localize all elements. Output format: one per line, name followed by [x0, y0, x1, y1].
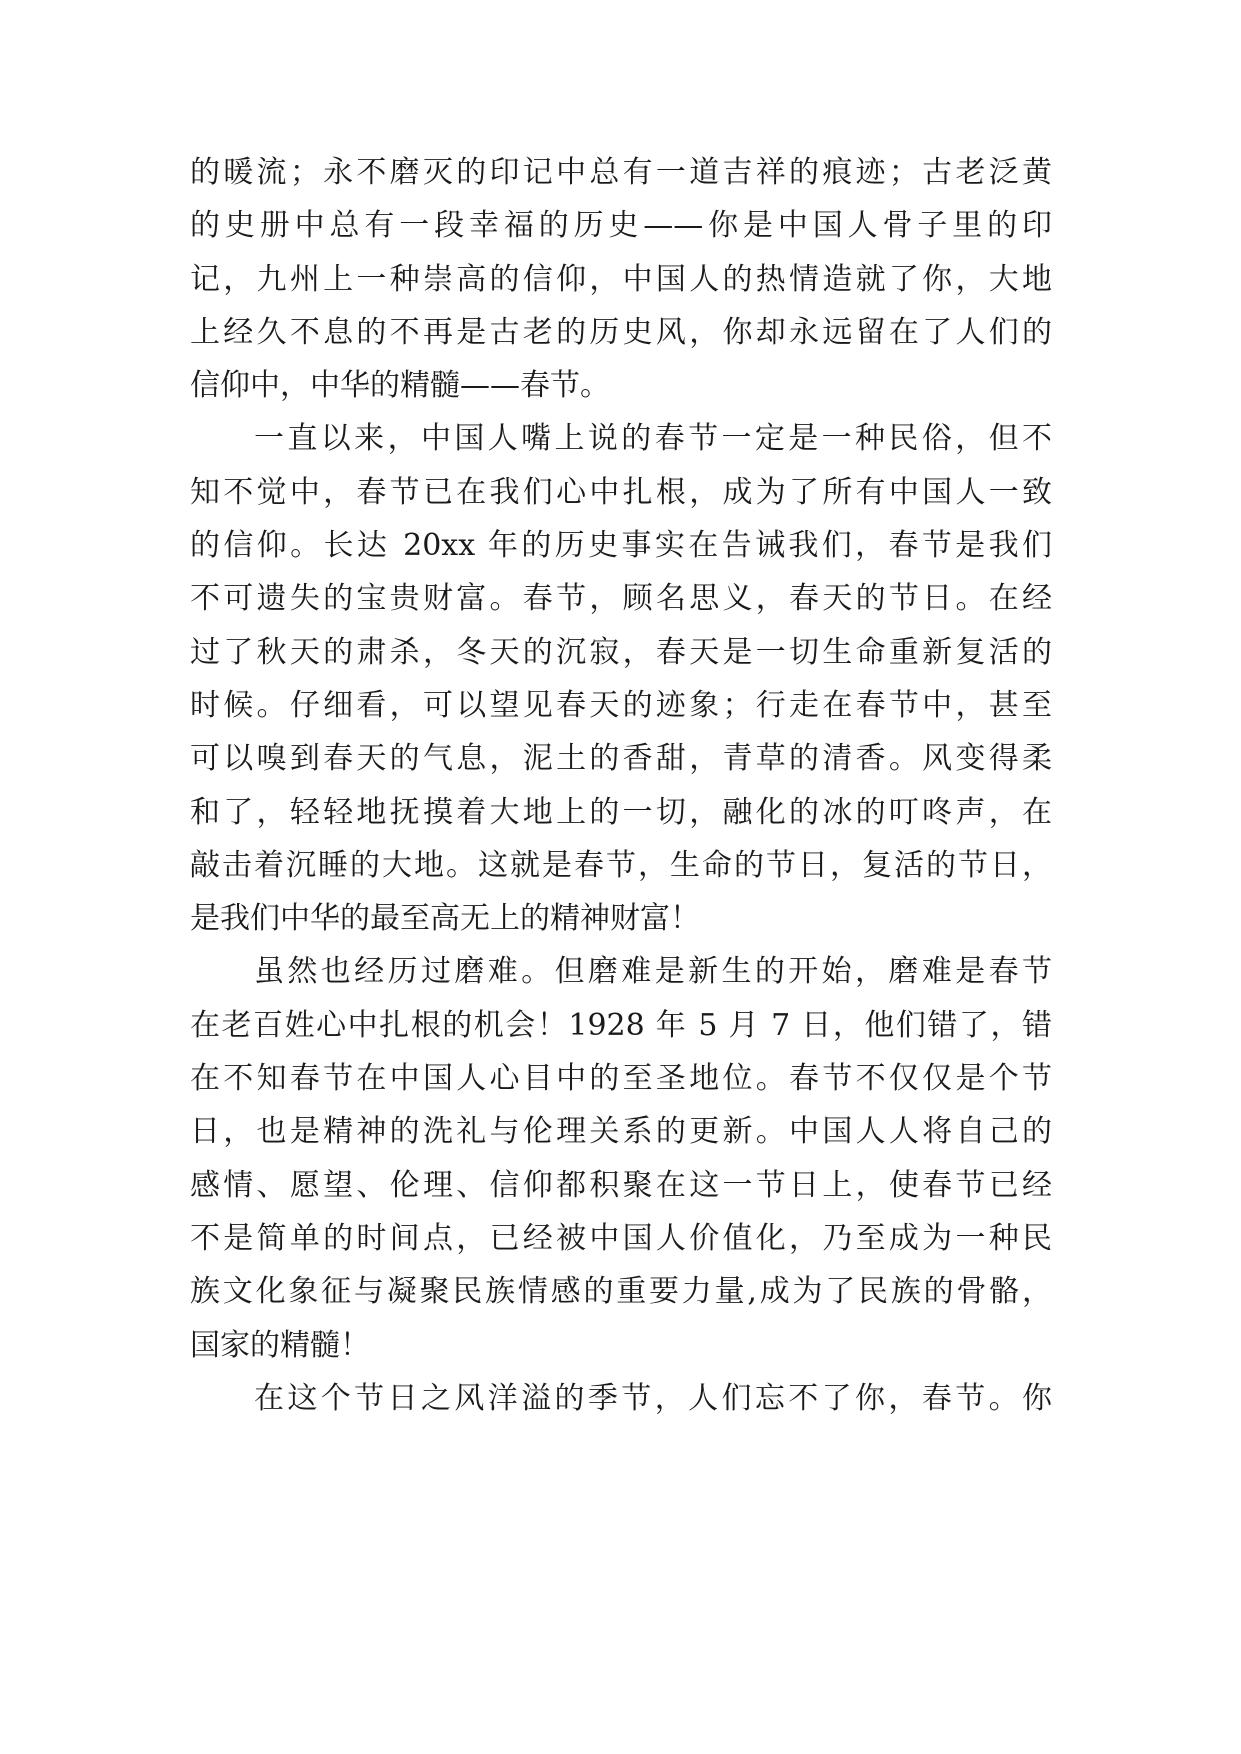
text-line: 不是简单的时间点，已经被中国人价值化，乃至成为一种民: [190, 1220, 1052, 1256]
text-line: 虽然也经历过磨难。但磨难是新生的开始，磨难是春节: [254, 954, 1052, 990]
text-line: 感情、愿望、伦理、信仰都积聚在这一节日上，使春节已经: [190, 1167, 1052, 1203]
text-line: 日，也是精神的洗礼与伦理关系的更新。中国人人将自己的: [190, 1114, 1052, 1150]
text-line: 上经久不息的不再是古老的历史风，你却永远留在了人们的: [190, 314, 1052, 350]
text-line: 在这个节日之风洋溢的季节，人们忘不了你，春节。你: [254, 1380, 1052, 1416]
text-line: 时候。仔细看，可以望见春天的迹象；行走在春节中，甚至: [190, 687, 1052, 723]
text-line: 是我们中华的最至高无上的精神财富！: [190, 901, 700, 937]
text-line: 和了，轻轻地抚摸着大地上的一切，融化的冰的叮咚声，在: [190, 794, 1052, 830]
text-line: 族文化象征与凝聚民族情感的重要力量,成为了民族的骨骼，: [190, 1274, 1052, 1310]
text-line: 的暖流；永不磨灭的印记中总有一道吉祥的痕迹；古老泛黄: [190, 155, 1052, 190]
text-line: 可以嗅到春天的气息，泥土的香甜，青草的清香。风变得柔: [190, 741, 1052, 777]
text-line: 的史册中总有一段幸福的历史——你是中国人骨子里的印: [190, 208, 1052, 244]
body-text: [190, 146, 1052, 1425]
text-line: 的信仰。长达 20xx 年的历史事实在告诫我们，春节是我们: [190, 528, 1052, 564]
text-line: 不可遗失的宝贵财富。春节，顾名思义，春天的节日。在经: [190, 581, 1052, 617]
text-line: 在老百姓心中扎根的机会！1928 年 5 月 7 日，他们错了，错: [190, 1007, 1052, 1043]
text-line: 敲击着沉睡的大地。这就是春节，生命的节日，复活的节日，: [190, 847, 1052, 883]
text-line: 信仰中，中华的精髓——春节。: [190, 368, 610, 404]
text-line: 在不知春节在中国人心目中的至圣地位。春节不仅仅是个节: [190, 1061, 1052, 1097]
text-line: 知不觉中，春节已在我们心中扎根，成为了所有中国人一致: [190, 474, 1052, 510]
text-line: 国家的精髓！: [190, 1327, 370, 1363]
text-line: 记，九州上一种崇高的信仰，中国人的热情造就了你，大地: [190, 261, 1052, 297]
text-line: 过了秋天的肃杀，冬天的沉寂，春天是一切生命重新复活的: [190, 634, 1052, 670]
text-line: 一直以来，中国人嘴上说的春节一定是一种民俗，但不: [254, 421, 1052, 457]
